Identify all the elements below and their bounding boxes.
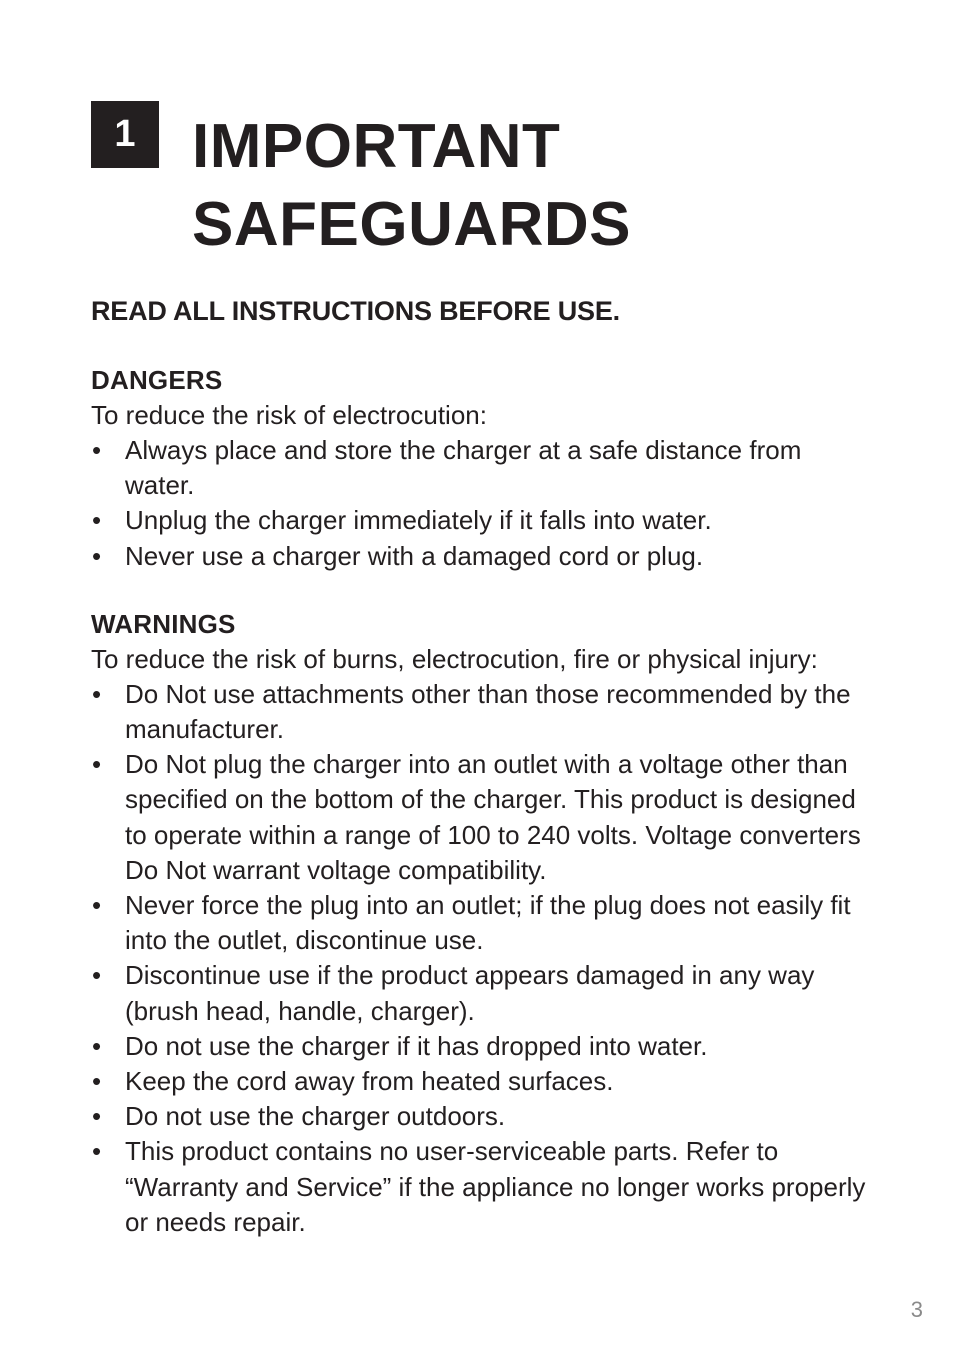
page-title xyxy=(192,108,631,264)
dangers-lead: To reduce the risk of electrocution: xyxy=(91,400,487,430)
list-item: • Unplug the charger immediately if it falls into water. xyxy=(91,503,871,538)
chapter-number-badge: 1 xyxy=(91,101,159,168)
dangers-heading: DANGERS xyxy=(91,365,223,395)
page-title-line-2: SAFEGUARDS xyxy=(192,190,632,259)
list-item: • Do not use the charger outdoors. xyxy=(91,1099,871,1134)
page-number: 3 xyxy=(910,1297,923,1322)
list-item: • Do Not use attachments other than those recommended by the manufacturer. xyxy=(91,677,871,747)
warnings-lead: To reduce the risk of burns, electrocution, fire or physical injury: xyxy=(91,643,818,674)
list-item: • Never use a charger with a damaged cord or plug. xyxy=(91,539,871,574)
list-item: • Never force the plug into an outlet; if the plug does not easily fit into the outlet, discontinue use. xyxy=(91,888,871,958)
warnings-heading: WARNINGS xyxy=(91,608,236,639)
document-body xyxy=(91,292,871,1240)
dangers-list xyxy=(91,433,871,574)
warnings-list xyxy=(91,677,871,1240)
intro-instruction: READ ALL INSTRUCTIONS BEFORE USE. xyxy=(91,296,620,326)
warnings-section xyxy=(91,608,871,1240)
list-item: • Keep the cord away from heated surfaces. xyxy=(91,1064,871,1099)
page-title-line-1: IMPORTANT xyxy=(192,112,561,181)
list-item: • Do Not plug the charger into an outlet with a voltage other than specified on the bottom of the charger. This product is designed to operate within a range of 100 to 240 volts. Voltage converters Do Not warrant voltage compatibility. xyxy=(91,747,871,888)
list-item: • Do not use the charger if it has dropped into water. xyxy=(91,1029,871,1064)
list-item: • Discontinue use if the product appears damaged in any way (brush head, handle, charger). xyxy=(91,958,871,1028)
list-item: • This product contains no user-serviceable parts. Refer to “Warranty and Service” if the appliance no longer works properly or needs repair. xyxy=(91,1134,871,1240)
dangers-section xyxy=(91,364,871,574)
list-item: • Always place and store the charger at a safe distance from water. xyxy=(91,433,871,503)
